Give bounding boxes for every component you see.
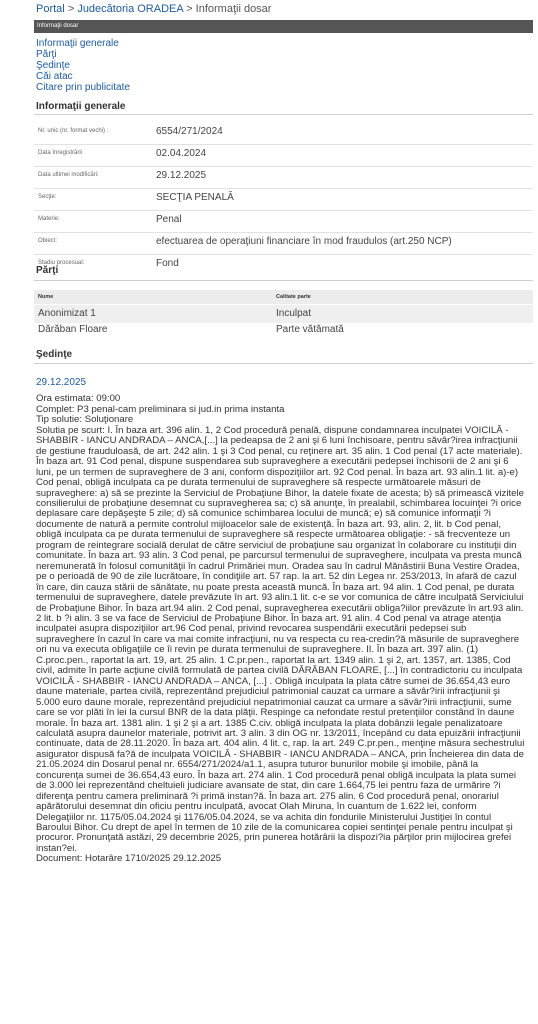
info-value: Fond xyxy=(156,258,179,269)
nav-link-sedinte[interactable]: Şedinţe xyxy=(36,60,70,71)
session-complet: Complet: P3 penal-cam preliminara si jud.in prima instanta xyxy=(36,403,285,415)
session-hour: Ora estimata: 09:00 xyxy=(36,393,121,405)
party-name: Anonimizat 1 xyxy=(38,308,96,319)
party-name: Dărăban Floare xyxy=(38,324,108,335)
party-role: Inculpat xyxy=(276,308,312,319)
tab-informatii-dosar[interactable]: Informaţii dosar xyxy=(34,20,533,33)
breadcrumb-current: Informaţii dosar xyxy=(195,3,272,15)
info-value: SECŢIA PENALĂ xyxy=(156,192,234,203)
info-row-stage xyxy=(34,254,533,276)
nav-link-citare-publicitate[interactable]: Citare prin publicitate xyxy=(36,82,130,93)
info-row-section xyxy=(34,188,533,211)
breadcrumb xyxy=(36,3,271,15)
info-label: Stadiu procesual: xyxy=(38,260,85,266)
section-nav xyxy=(36,38,130,93)
info-value: 6554/271/2024 xyxy=(156,126,223,137)
info-value: 29.12.2025 xyxy=(156,170,207,181)
session-date: 29.12.2025 xyxy=(36,377,87,388)
session-entry xyxy=(36,378,526,865)
table-row xyxy=(34,321,533,339)
info-label: Obiect: xyxy=(38,238,58,244)
info-row-registration-date xyxy=(34,144,533,167)
column-header-role: Calitate parte xyxy=(276,294,311,300)
info-label: Data ultimei modificări: xyxy=(38,172,99,178)
info-value: Penal xyxy=(156,214,182,225)
info-label: Nr. unic (nr. format vechi) : xyxy=(38,128,109,134)
parties-title: Părţi xyxy=(36,265,59,276)
general-info-title: Informaţii generale xyxy=(36,101,126,112)
nav-link-parti[interactable]: Părţi xyxy=(36,49,57,60)
breadcrumb-separator: > xyxy=(186,3,193,15)
info-label: Secţie: xyxy=(38,194,57,200)
parties-table-header xyxy=(34,290,533,304)
info-label: Data înregistrării xyxy=(38,150,83,156)
nav-link-informatii-generale[interactable]: Informaţii generale xyxy=(36,38,119,49)
info-row-last-modified xyxy=(34,166,533,189)
info-row-matter xyxy=(34,210,533,233)
party-role: Parte vătămată xyxy=(276,324,344,335)
breadcrumb-portal-link[interactable]: Portal xyxy=(36,3,65,15)
nav-link-cai-atac[interactable]: Căi atac xyxy=(36,71,73,82)
session-solution-type: Tip solutie: Soluţionare xyxy=(36,414,134,426)
info-value: efectuarea de operaţiuni financiare în mod fraudulos (art.250 NCP) xyxy=(156,236,452,247)
divider xyxy=(34,114,533,115)
breadcrumb-separator: > xyxy=(67,3,75,15)
session-solution-text: Solutia pe scurt: I. În baza art. 396 alin. 1, 2 Cod procedură penală, dispune condamnarea inculpatei VOICILĂ - SHABBIR - IANCU ANDRADA – ANCA,[...] la pedeapsa de 2 ani şi 6 luni închisoare, pentru săvâr?irea infracţiunii de gestiune frauduloasă, de art. 242 alin. 1 şi 3 Cod penal, cu reţinere art. 35 alin. 1 Cod penal (17 acte materiale). În baza art. 91 Cod penal, dispune suspendarea sub supraveghere a executării pedepsei închisorii de 2 ani şi 6 luni, pe un termen de supraveghere de 3 ani, conform dispoziţiilor art. 92 Cod penal. În baza art. 93 alin.1 lit. a)-e) Cod penal, obligă inculpata ca pe durata termenului de supraveghere să respecte următoarele măsuri de supraveghere: a) să se prezinte la Serviciul de Probaţiune Bihor, la datele fixate de acesta; b) să primească vizitele consilierului de probaţiune desemnat cu supravegherea sa; c) să anunţe, în prealabil, schimbarea locuinţei ?i orice deplasare care depăşeşte 5 zile; d) să comunice schimbarea locului de muncă; e) să comunice informaţii ?i documente de natură a permite controlul mijloacelor sale de existenţă. În baza art. 93, alin. 2, lit. b Cod penal, obligă inculpata ca pe durata termenului de supraveghere să respecte următoarea obligaţie: - să frecventeze un program de reintegrare socială derulat de către serviciul de probaţiune sau organizat în colaborare cu instituţii din comunitate. În baza art. 93 alin. 3 Cod penal, pe parcursul termenului de supraveghere, inculpata va presta muncă neremunerată în folosul comunităţii în cadrul Primăriei mun. Oradea sau în cadrul Mănăstirii Buna Vestire Oradea, pe o perioadă de 90 de zile lucrătoare, în condiţiile art. 57 rap. la art. 52 din Legea nr. 253/2013, în afară de cazul în care, din cauza stării de sănătate, nu poate presta această muncă. În baza art. 94 alin. 1 Cod penal, pe durata termenului de supraveghere, datele prevăzute în art. 93 alin.1 lit. c-e se vor comunica de către inculpată Serviciului de Probaţiune Bihor. În baza art.94 alin. 2 Cod penal, supravegherea executării obliga?iilor prevăzute în art.93 alin. 2 lit. b ?i alin. 3 se va face de Serviciul de Probaţiune Bihor. În baza art. 91 alin. 4 Cod penal va atrage atenţia inculpatei asupra dispoziţiilor art.96 Cod penal, privind revocarea suspendării executării pedepsei sub supraveghere în cazul în care va mai comite infracţiuni, nu va respecta cu rea-credin?ă măsurile de supraveghere ori nu va executa obligaţiile ce îi revin pe durata termenului de supraveghere. II. În baza art. 397 alin. (1) C.proc.pen., raportat la art. 19, art. 25 alin. 1 C.pr.pen., raportat la art. 1349 alin. 1 şi 2, art. 1357, art. 1385, Cod civil, admite în parte acţiune civilă formulată de partea civilă DĂRĂBAN FLOARE, [...] în contradictoriu cu inculpata VOICILĂ - SHABBIR - IANCU ANDRADA – ANCA, [...] . Obligă inculpata la plata către sumei de 36.654,43 euro daune materiale, partea civilă, reprezentând prejudiciul patrimonial cauzat ca urmare a săvâr?irii infracţiunii şi 5.000 euro daune morale, reprezentând prejudiciul nepatrimonial cauzat ca urmare a săvâr?irii infracţiunii, sume care se vor plăti în lei la cursul BNR de la data plăţii. Respinge ca nefondate restul pretenţiilor constând în daune morale. În baza art. 1381 alin. 1 şi 2 şi a art. 1385 C.civ. obligă inculpata la plata dobânzii legale penalizatoare calculată asupra daunelor materiale, potrivit art. 3 alin. 3 din OG nr. 13/2011, începând cu data epuizării infracţiunii continuate, data de 28.11.2020. În baza art. 404 alin. 4 lit. c, rap. la art. 249 C.pr.pen., menţine măsura sechestrului asigurator dispusă fa?ă de inculpata VOICILĂ - SHABBIR - IANCU ANDRADA – ANCA, prin Încheierea din data de 21.05.2024 din Dosarul penal nr. 6554/271/2024/a1.1, asupra tuturor bunurilor mobile şi imobile, până la concurenţa sumei de 36.654,43 euro. În baza art. 274 alin. 1 Cod procedură penal obligă inculpata la plata sumei de 3.000 lei reprezentând cheltuieli judiciare avansate de stat, din care 1.664,75 lei pentru faza de urmărire ?i diferenţa pentru camera preliminară ?i primă instan?ă. În baza art. 275 alin. 6 Cod procedură penal, onorariul apărătorului desemnat din oficiu pentru inculpată, avocat Olah Miruna, în cuantum de 1.622 lei, conform Delegaţiilor nr. 1175/05.04.2024 şi 1176/05.04.2024, se va achita din fondurile Ministerului Justiţiei în contul Baroului Bihor. Cu drept de apel în termen de 10 zile de la comunicarea copiei sentinţei penale pentru inculpat şi procuror. Pronunţată astăzi, 29 decembrie 2025, prin punerea hotărârii la dispozi?ia părţilor prin mijlocirea grefei instan?ei. xyxy=(36,424,525,854)
divider xyxy=(34,363,533,364)
info-value: 02.04.2024 xyxy=(156,148,207,159)
column-header-name: Nume xyxy=(38,294,54,300)
info-row-case-number xyxy=(34,122,533,145)
breadcrumb-court-link[interactable]: Judecătoria ORADEA xyxy=(77,3,184,15)
sessions-title: Şedinţe xyxy=(36,349,73,360)
session-document: Document: Hotarâre 1710/2025 29.12.2025 xyxy=(36,853,222,865)
info-label: Materie: xyxy=(38,216,60,222)
info-row-object xyxy=(34,232,533,255)
divider xyxy=(34,280,533,281)
